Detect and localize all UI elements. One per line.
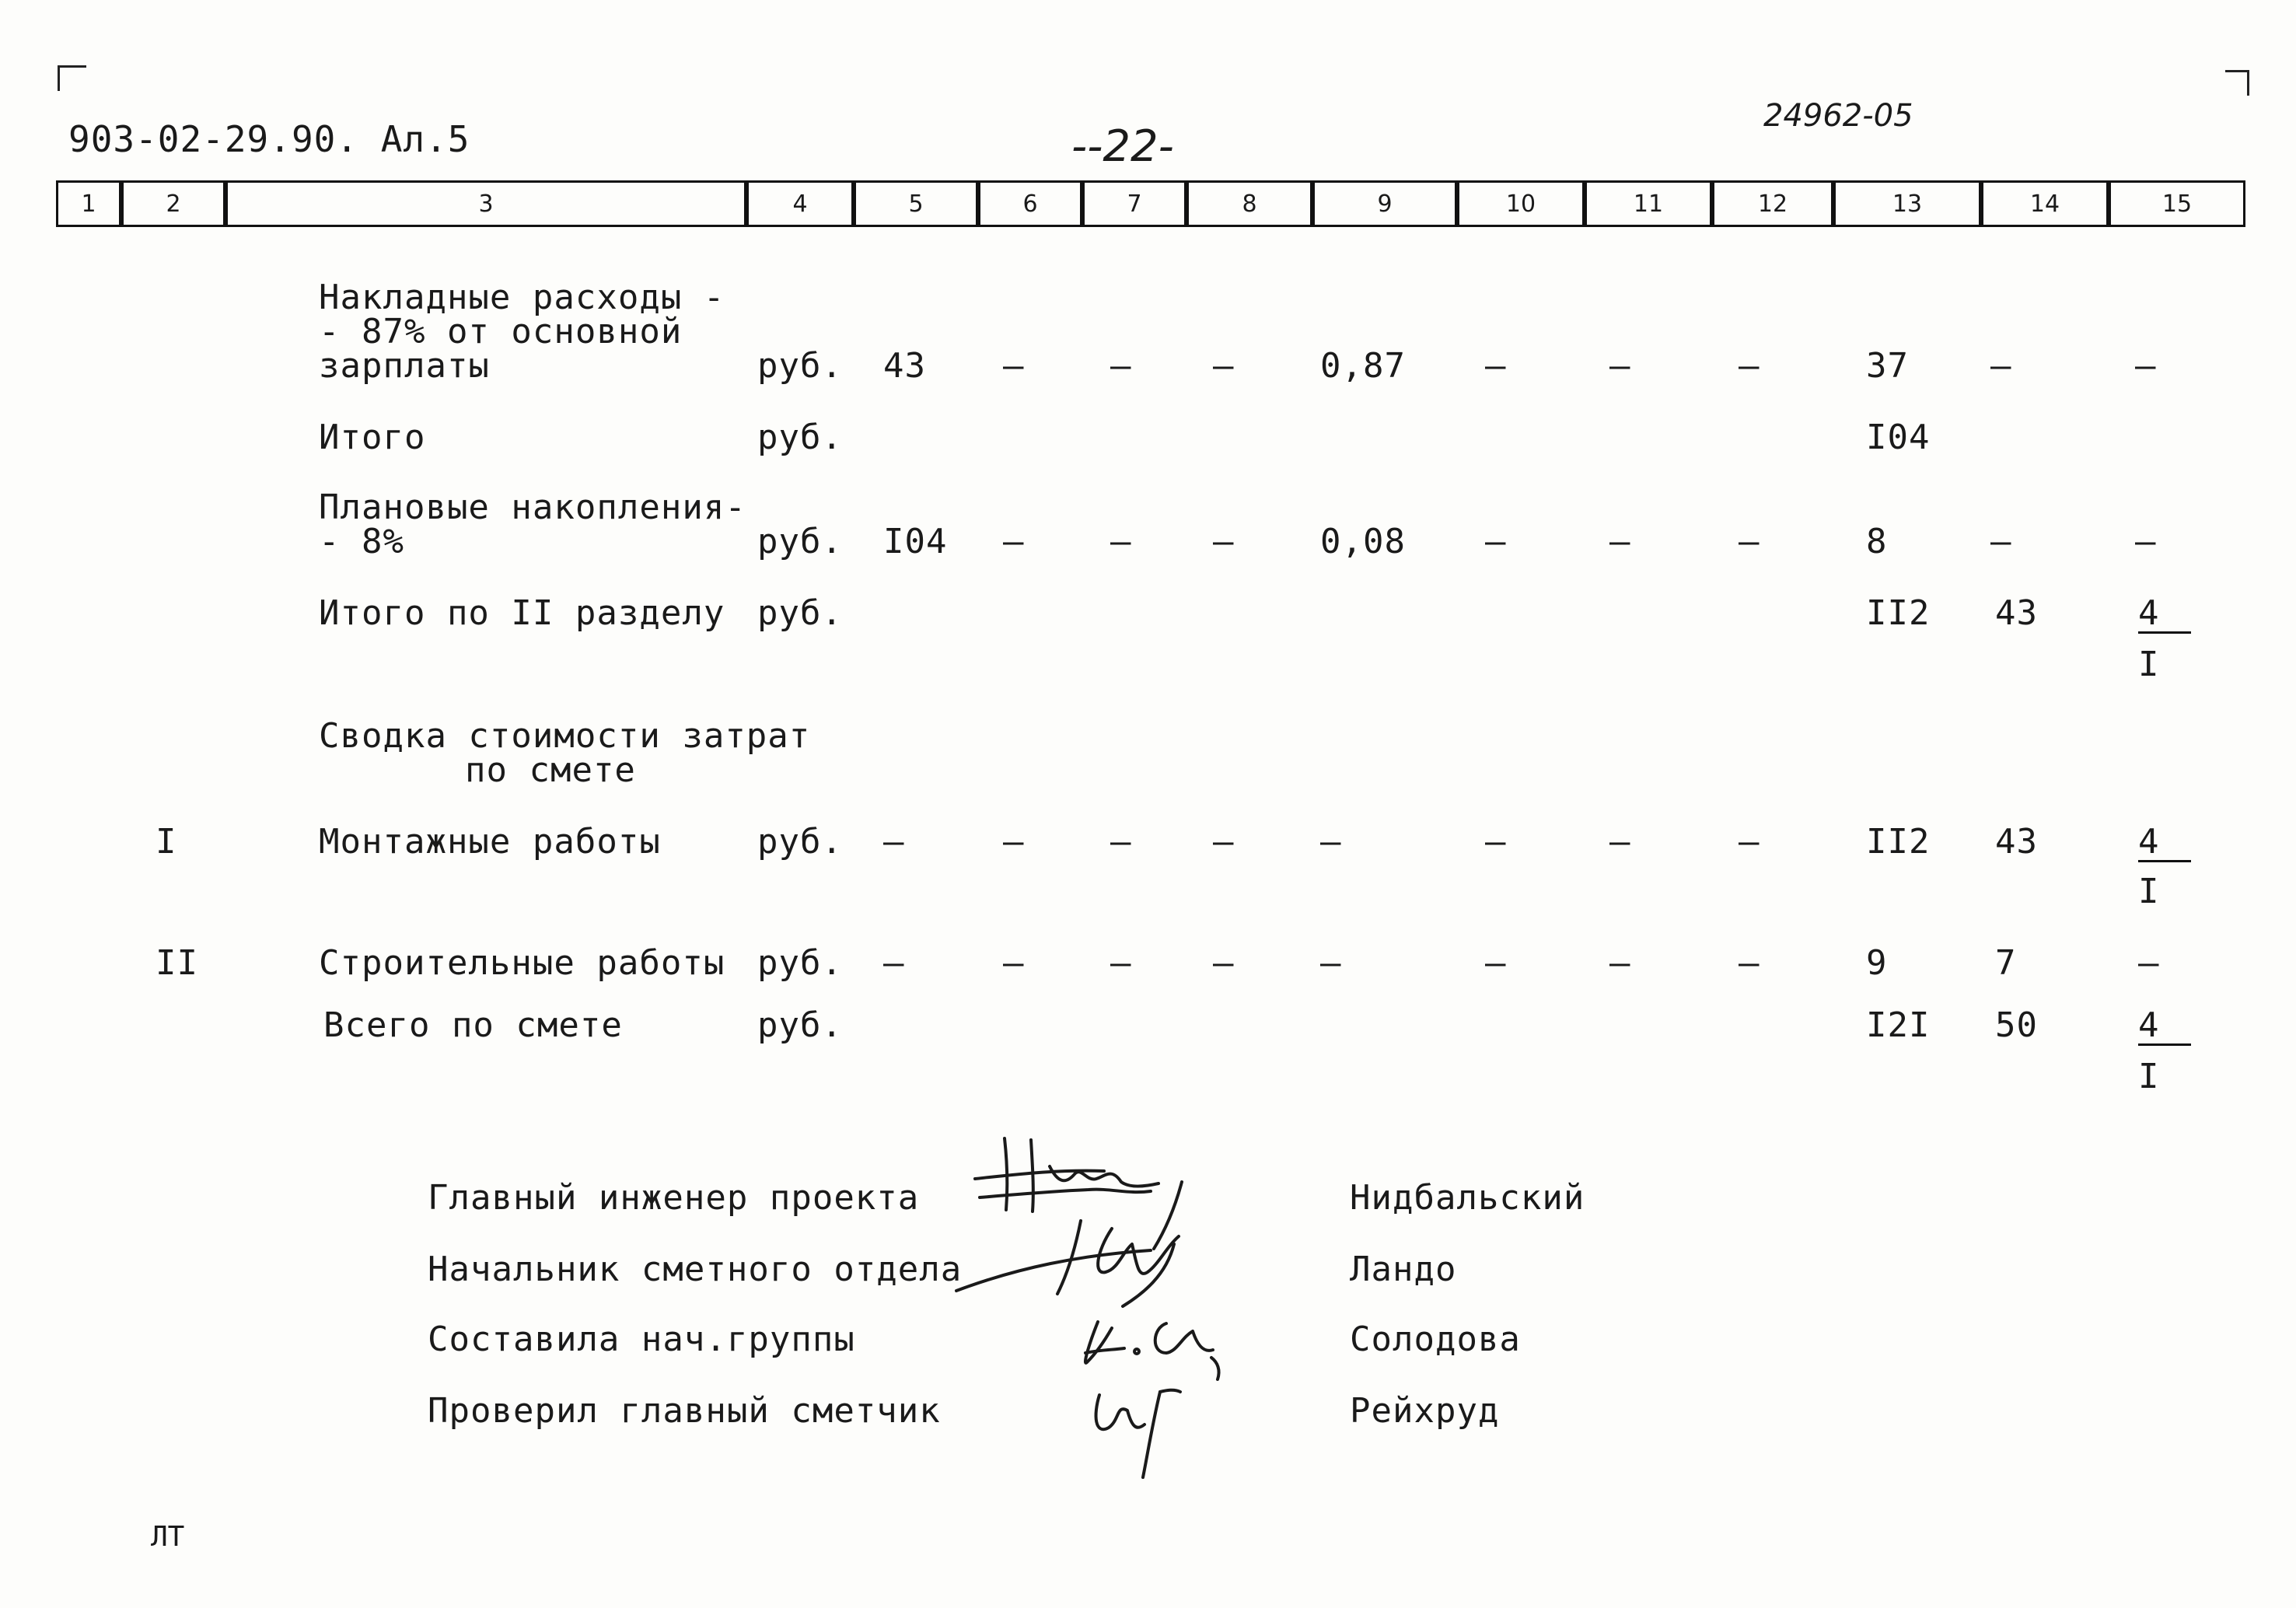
page-number: --22-: [1071, 121, 1174, 172]
corner-mark-top-right: [2225, 70, 2249, 96]
row-savings-label-line2: - 8%: [319, 522, 404, 561]
row-overhead-c5: 43: [883, 346, 926, 386]
signature-name-chief-estimator: Рейхруд: [1350, 1391, 1500, 1431]
row-installation-c6: –: [1003, 822, 1025, 862]
doc-code: 903-02-29.90. Ал.5: [68, 118, 470, 160]
signature-name-group-head: Солодова: [1350, 1320, 1521, 1359]
column-number-strip: [56, 180, 2245, 230]
row-overhead-label-line3: зарплаты: [319, 346, 490, 386]
row-installation-c15-top: 4: [2138, 824, 2191, 862]
row-installation-unit: руб.: [757, 822, 843, 862]
row-savings-c8: –: [1213, 522, 1235, 561]
signature-role-group-head: Составила нач.группы: [428, 1320, 855, 1359]
column-header-14: 14: [1981, 180, 2109, 227]
row-grand-total-c15-bottom: I: [2138, 1057, 2160, 1096]
row-section-total-c14: 43: [1995, 593, 2038, 633]
row-overhead-c8: –: [1213, 346, 1235, 386]
column-header-13: 13: [1833, 180, 1981, 227]
row-overhead-c15: –: [2135, 346, 2157, 386]
row-savings-c14: –: [1990, 522, 2012, 561]
row-savings-c15: –: [2135, 522, 2157, 561]
row-overhead-label-line2: - 87% от основной: [319, 312, 683, 351]
summary-heading-line1: Сводка стоимости затрат: [319, 716, 811, 756]
row-savings-c12: –: [1739, 522, 1760, 561]
row-construction-c14: 7: [1995, 943, 2017, 983]
column-header-10: 10: [1457, 180, 1585, 227]
row-grand-total-label: Всего по смете: [323, 1005, 623, 1045]
row-construction-c9: –: [1320, 943, 1342, 983]
row-savings-c7: –: [1110, 522, 1132, 561]
row-overhead-c6: –: [1003, 346, 1025, 386]
signature-name-chief-engineer: Нидбальский: [1350, 1178, 1585, 1218]
column-header-6: 6: [978, 180, 1082, 227]
row-installation-label: Монтажные работы: [319, 822, 661, 862]
column-header-5: 5: [854, 180, 978, 227]
signature-role-chief-engineer: Главный инженер проекта: [428, 1178, 920, 1218]
row-overhead-c12: –: [1739, 346, 1760, 386]
column-header-2: 2: [121, 180, 225, 227]
row-savings-c5: I04: [883, 522, 948, 561]
row-installation-c14: 43: [1995, 822, 2038, 862]
row-section-total-c15-top: 4: [2138, 596, 2191, 634]
row-overhead-c14: –: [1990, 346, 2012, 386]
row-installation-c11: –: [1609, 822, 1631, 862]
row-grand-total-c14: 50: [1995, 1005, 2038, 1045]
row-overhead-c13: 37: [1866, 346, 1909, 386]
column-header-3: 3: [225, 180, 746, 227]
row-installation-c10: –: [1485, 822, 1507, 862]
row-construction-c5: –: [883, 943, 905, 983]
row-grand-total-unit: руб.: [757, 1005, 843, 1045]
row-overhead-c11: –: [1609, 346, 1631, 386]
row-construction-c8: –: [1213, 943, 1235, 983]
row-savings-c13: 8: [1866, 522, 1888, 561]
row-installation-c9: –: [1320, 822, 1342, 862]
row-section-total-unit: руб.: [757, 593, 843, 633]
column-header-11: 11: [1585, 180, 1712, 227]
row-overhead-c9: 0,87: [1320, 346, 1406, 386]
row-installation-num: I: [156, 822, 177, 862]
footer-mark: ЛТ: [151, 1521, 185, 1553]
row-overhead-unit: руб.: [757, 346, 843, 386]
row-savings-c6: –: [1003, 522, 1025, 561]
summary-heading-line2: по смете: [465, 750, 636, 790]
row-total-c13: I04: [1866, 418, 1931, 457]
row-savings-label-line1: Плановые накопления-: [319, 488, 746, 527]
row-section-total-label: Итого по II разделу: [319, 593, 725, 633]
stamp-number: 24962-05: [1763, 98, 1913, 134]
row-overhead-c10: –: [1485, 346, 1507, 386]
row-installation-c5: –: [883, 822, 905, 862]
row-construction-unit: руб.: [757, 943, 843, 983]
row-construction-num: II: [156, 943, 198, 983]
row-installation-c8: –: [1213, 822, 1235, 862]
row-construction-c13: 9: [1866, 943, 1888, 983]
row-construction-c7: –: [1110, 943, 1132, 983]
column-header-15: 15: [2109, 180, 2245, 227]
signature-role-estimate-head: Начальник сметного отдела: [428, 1250, 963, 1289]
row-construction-label: Строительные работы: [319, 943, 725, 983]
column-header-1: 1: [56, 180, 121, 227]
row-installation-c12: –: [1739, 822, 1760, 862]
row-construction-c12: –: [1739, 943, 1760, 983]
column-header-4: 4: [746, 180, 854, 227]
row-savings-c9: 0,08: [1320, 522, 1406, 561]
row-savings-unit: руб.: [757, 522, 843, 561]
column-header-9: 9: [1312, 180, 1457, 227]
row-installation-c7: –: [1110, 822, 1132, 862]
corner-mark-top-left: [58, 65, 86, 91]
row-section-total-c15-bottom: I: [2138, 645, 2160, 684]
row-total-unit: руб.: [757, 418, 843, 457]
row-section-total-c13: II2: [1866, 593, 1931, 633]
row-installation-c15-bottom: I: [2138, 872, 2160, 911]
column-header-12: 12: [1712, 180, 1833, 227]
row-construction-c11: –: [1609, 943, 1631, 983]
column-header-7: 7: [1082, 180, 1186, 227]
row-construction-c6: –: [1003, 943, 1025, 983]
row-grand-total-c15-top: 4: [2138, 1008, 2191, 1046]
handwritten-signatures-image: [933, 1120, 1337, 1493]
row-construction-c15: –: [2138, 943, 2160, 983]
row-savings-c10: –: [1485, 522, 1507, 561]
row-total-label: Итого: [319, 418, 426, 457]
row-grand-total-c13: I2I: [1866, 1005, 1931, 1045]
row-savings-c11: –: [1609, 522, 1631, 561]
row-overhead-label-line1: Накладные расходы -: [319, 278, 725, 317]
row-construction-c10: –: [1485, 943, 1507, 983]
column-header-8: 8: [1186, 180, 1312, 227]
row-installation-c13: II2: [1866, 822, 1931, 862]
row-overhead-c7: –: [1110, 346, 1132, 386]
signature-name-estimate-head: Ландо: [1350, 1250, 1457, 1289]
signature-role-chief-estimator: Проверил главный сметчик: [428, 1391, 941, 1431]
